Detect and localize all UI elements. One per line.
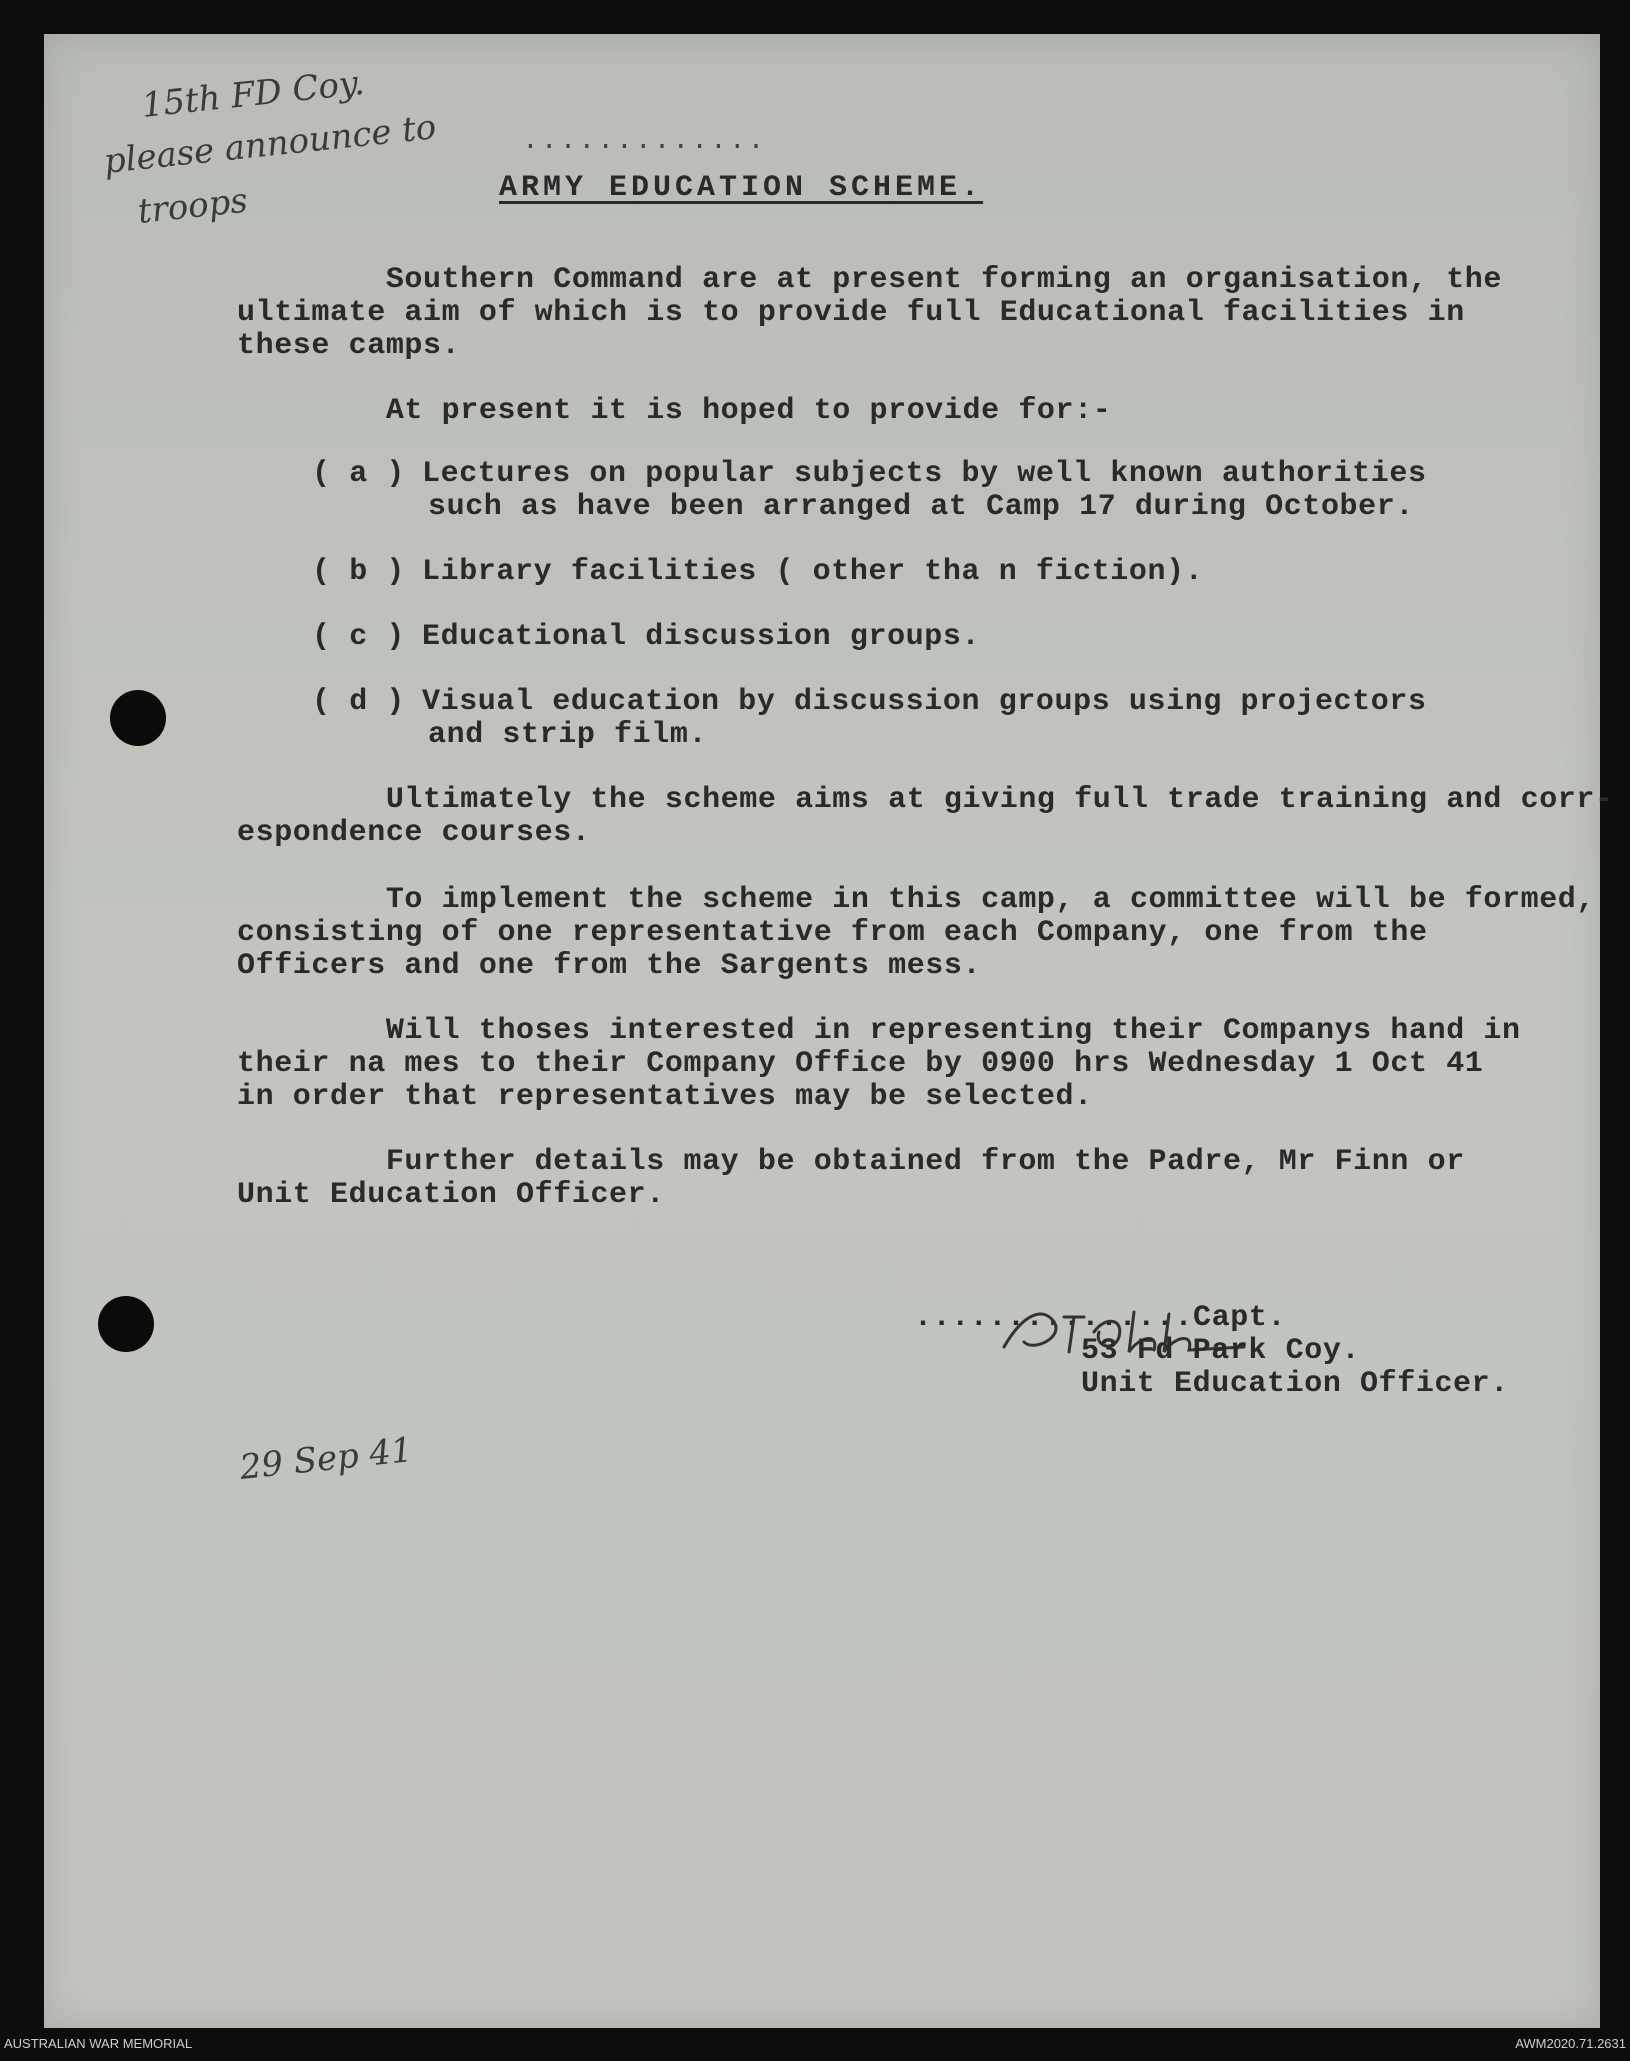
document-heading: ARMY EDUCATION SCHEME. — [499, 171, 984, 205]
will-line-1: Will thoses interested in representing their Companys hand in — [237, 1014, 1521, 1048]
implement-line-2: consisting of one representative from each Company, one from the — [237, 916, 1428, 950]
at-present-line: At present it is hoped to provide for:- — [237, 394, 1112, 428]
handwritten-instruction: please announce to — [101, 107, 439, 182]
item-a-line-2: such as have been arranged at Camp 17 during October. — [428, 490, 1414, 524]
implement-line-1: To implement the scheme in this camp, a committee will be formed, — [237, 883, 1596, 917]
signature-role: Unit Education Officer. — [1081, 1367, 1509, 1401]
annotation-dots: ............. — [522, 126, 767, 157]
punch-hole-bottom — [98, 1296, 154, 1352]
intro-line-1: Southern Command are at present forming an organisation, the — [237, 263, 1502, 297]
handwritten-date: 29 Sep 41 — [237, 1429, 415, 1488]
ultimately-line-1: Ultimately the scheme aims at giving full trade training and corr- — [237, 783, 1614, 817]
footer-source: AUSTRALIAN WAR MEMORIAL — [4, 2036, 193, 2051]
signature-unit: 53 Fd Park Coy. — [1081, 1334, 1361, 1368]
item-b-line-1: Library facilities ( other tha n fiction). — [422, 555, 1204, 589]
further-line-1: Further details may be obtained from the Padre, Mr Finn or — [237, 1145, 1465, 1179]
ultimately-line-2: espondence courses. — [237, 816, 591, 850]
intro-line-3: these camps. — [237, 329, 461, 363]
paper-sheet — [44, 34, 1614, 2028]
intro-line-2: ultimate aim of which is to provide full Educational facilities in — [237, 296, 1465, 330]
footer-accession-number: AWM2020.71.2631 — [1515, 2036, 1626, 2051]
item-a-line-1: Lectures on popular subjects by well known authorities — [422, 457, 1427, 491]
will-line-2: their na mes to their Company Office by 0900 hrs Wednesday 1 Oct 41 — [237, 1047, 1484, 1081]
item-c-line-1: Educational discussion groups. — [422, 620, 981, 654]
item-b-marker: ( b ) — [312, 555, 406, 589]
item-d-line-2: and strip film. — [428, 718, 708, 752]
handwritten-unit: 15th FD Coy. — [139, 62, 367, 126]
further-line-2: Unit Education Officer. — [237, 1178, 665, 1212]
handwritten-troops: troops — [135, 180, 250, 232]
punch-hole-top — [110, 690, 166, 746]
will-line-3: in order that representatives may be selected. — [237, 1080, 1093, 1114]
item-a-marker: ( a ) — [312, 457, 406, 491]
item-d-marker: ( d ) — [312, 685, 406, 719]
item-d-line-1: Visual education by discussion groups using projectors — [422, 685, 1427, 719]
signature-dotted-line: ...............Capt. — [914, 1301, 1287, 1335]
implement-line-3: Officers and one from the Sargents mess. — [237, 949, 982, 983]
item-c-marker: ( c ) — [312, 620, 406, 654]
